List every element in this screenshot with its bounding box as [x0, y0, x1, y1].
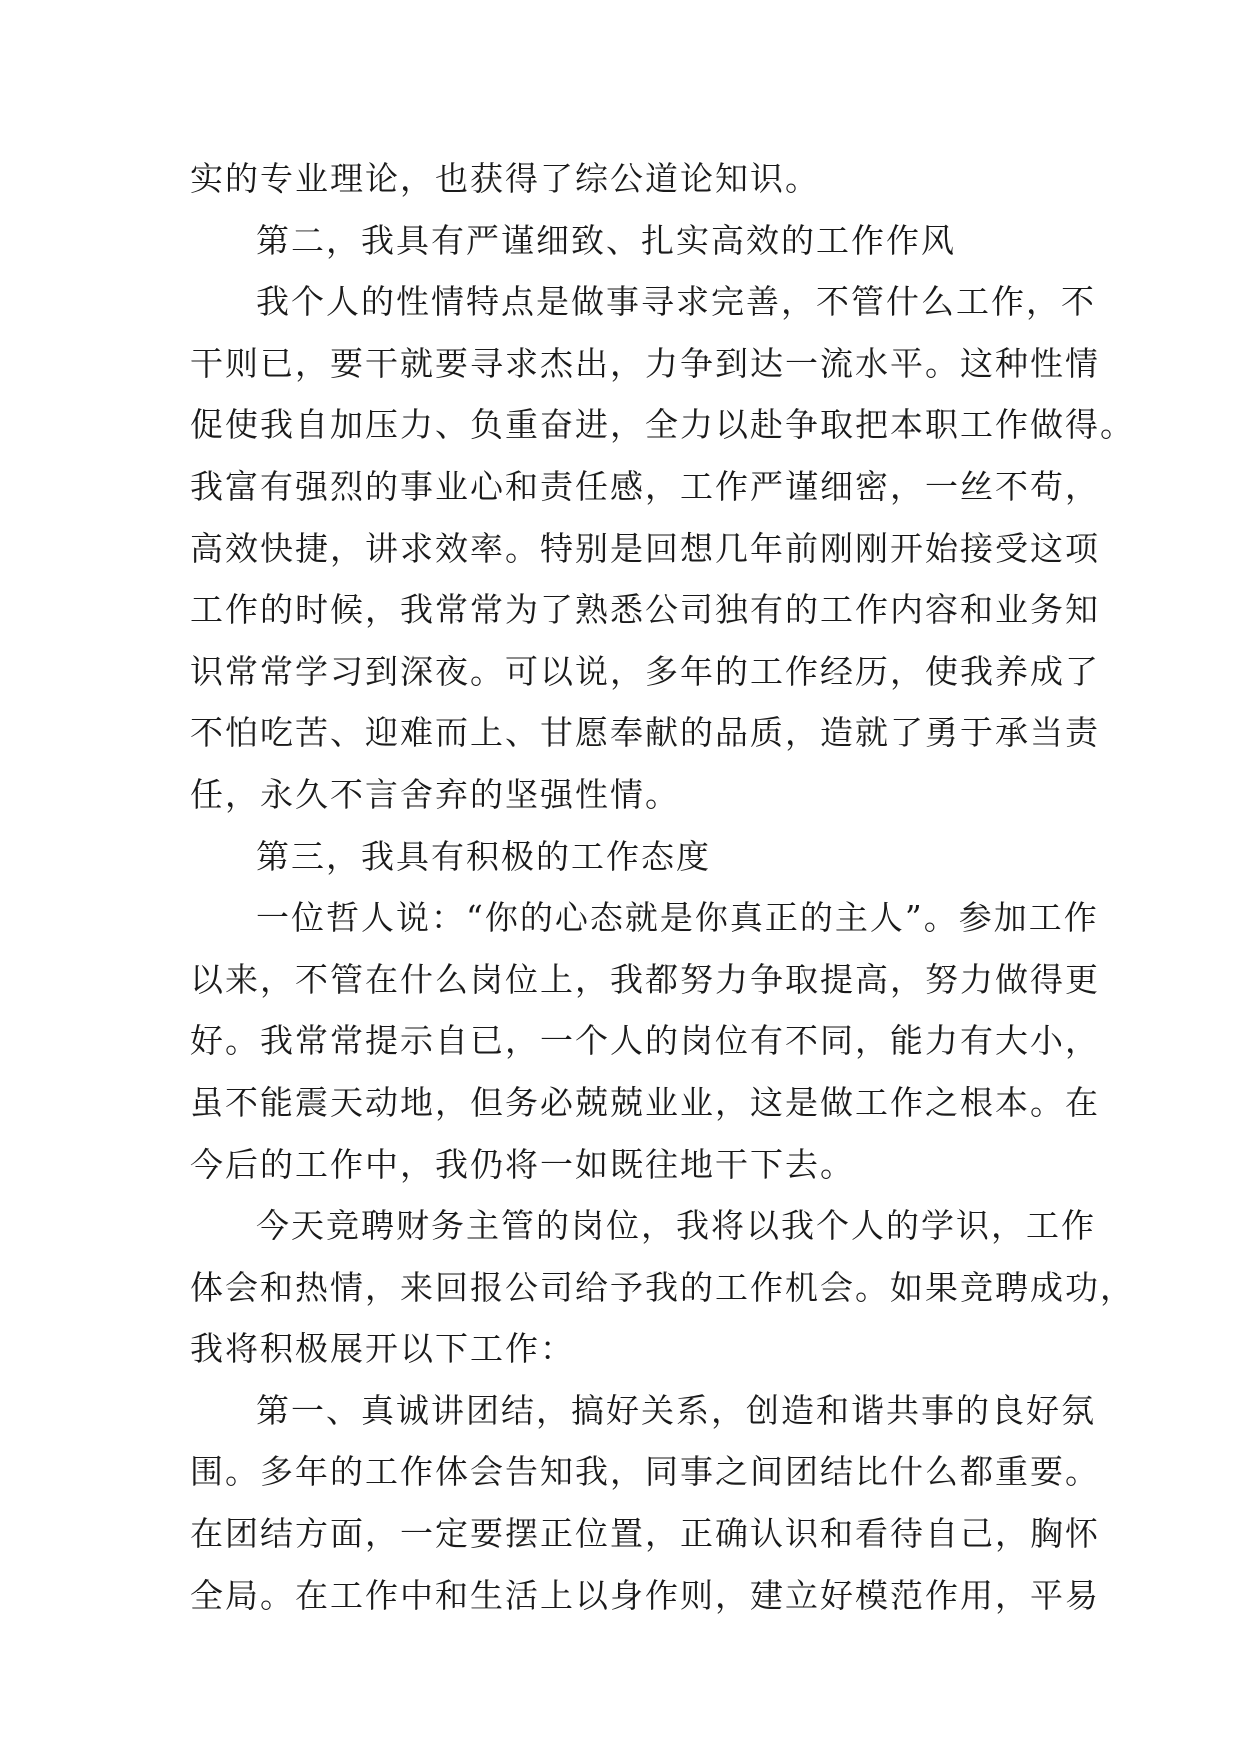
text-line: 第一、真诚讲团结，搞好关系，创造和谐共事的良好氛	[256, 1390, 1096, 1430]
text-line: 促使我自加压力、负重奋进，全力以赴争取把本职工作做得。	[190, 405, 1135, 445]
text-line: 今天竞聘财务主管的岗位，我将以我个人的学识，工作	[256, 1206, 1096, 1246]
text-line: 围。多年的工作体会告知我，同事之间团结比什么都重要。	[190, 1452, 1100, 1492]
document-body	[190, 148, 1135, 1626]
text-line: 不怕吃苦、迎难而上、甘愿奉献的品质，造就了勇于承当责	[190, 713, 1100, 753]
text-line: 虽不能震天动地，但务必兢兢业业，这是做工作之根本。在	[190, 1082, 1100, 1122]
section-heading: 第二，我具有严谨细致、扎实高效的工作作风	[256, 220, 956, 260]
text-line: 以来，不管在什么岗位上，我都努力争取提高，努力做得更	[190, 959, 1100, 999]
text-line: 我个人的性情特点是做事寻求完善，不管什么工作，不	[256, 282, 1096, 322]
text-line: 工作的时候，我常常为了熟悉公司独有的工作内容和业务知	[190, 590, 1100, 630]
text-line: 我将积极展开以下工作：	[190, 1329, 575, 1369]
text-line: 今后的工作中，我仍将一如既往地干下去。	[190, 1144, 855, 1184]
text-line: 实的专业理论，也获得了综公道论知识。	[190, 159, 820, 198]
section-heading: 第三，我具有积极的工作态度	[256, 836, 711, 876]
text-line: 干则已，要干就要寻求杰出，力争到达一流水平。这种性情	[190, 343, 1100, 383]
text-line: 我富有强烈的事业心和责任感，工作严谨细密，一丝不苟，	[190, 466, 1100, 506]
text-line: 好。我常常提示自已，一个人的岗位有不同，能力有大小，	[190, 1021, 1100, 1061]
text-line: 在团结方面，一定要摆正位置，正确认识和看待自己，胸怀	[190, 1514, 1100, 1554]
text-line: 高效快捷，讲求效率。特别是回想几年前刚刚开始接受这项	[190, 528, 1100, 568]
text-line: 全局。在工作中和生活上以身作则，建立好模范作用，平易	[190, 1575, 1100, 1615]
text-line: 识常常学习到深夜。可以说，多年的工作经历，使我养成了	[190, 651, 1100, 691]
text-line: 体会和热情，来回报公司给予我的工作机会。如果竞聘成功，	[190, 1267, 1135, 1307]
text-line: 一位哲人说：“你的心态就是你真正的主人”。参加工作	[256, 898, 1099, 938]
text-line: 任，永久不言舍弃的坚强性情。	[190, 774, 680, 814]
